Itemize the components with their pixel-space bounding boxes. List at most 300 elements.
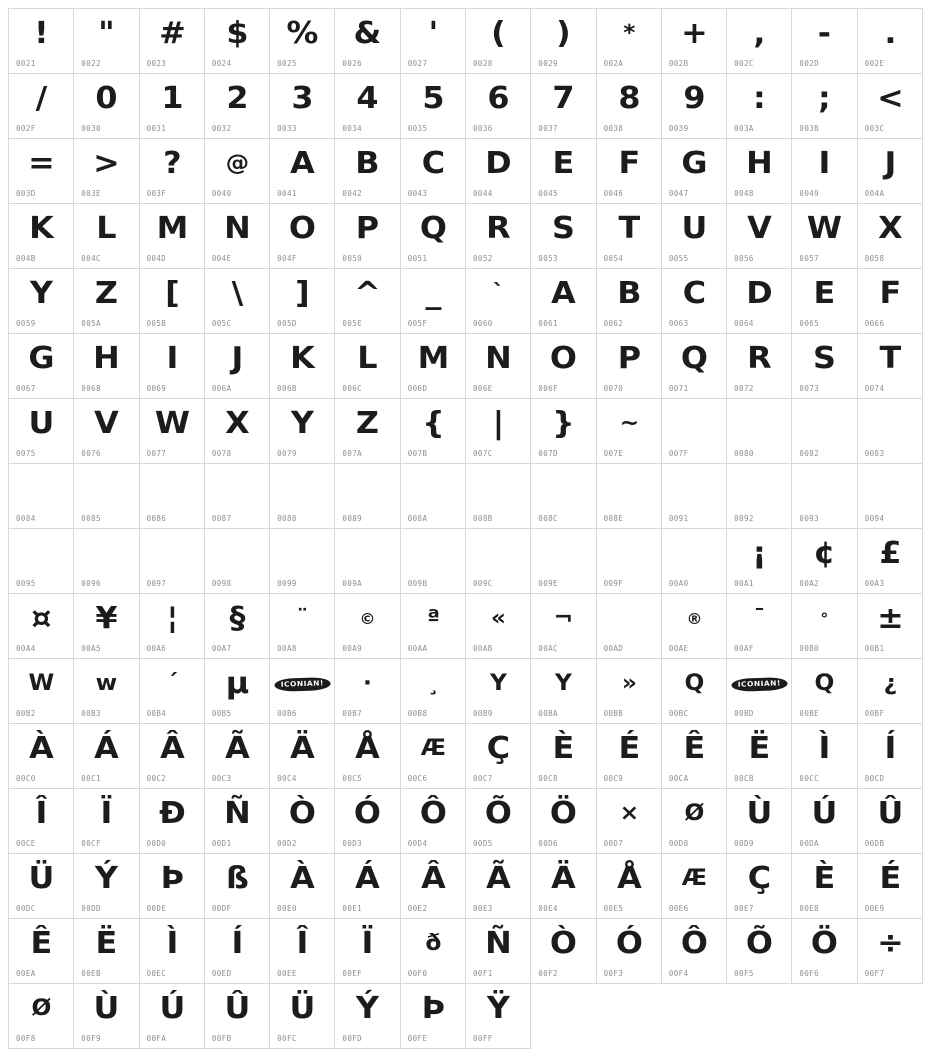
glyph-cell[interactable] (335, 919, 400, 984)
glyph-cell[interactable] (335, 74, 400, 139)
glyph-cell[interactable] (466, 399, 531, 464)
glyph-cell[interactable] (858, 399, 923, 464)
glyph-cell[interactable] (858, 919, 923, 984)
glyph-character: ? (162, 146, 181, 181)
glyph-character: W (154, 406, 189, 441)
glyph-character: Ý (356, 991, 379, 1026)
glyph-cell[interactable] (792, 74, 857, 139)
glyph-character: Ë (95, 926, 118, 961)
glyph-cell[interactable] (858, 529, 923, 594)
glyph-codepoint: 00EF (342, 969, 363, 978)
glyph-cell[interactable] (74, 464, 139, 529)
glyph-cell[interactable] (140, 9, 205, 74)
glyph-character: × (619, 801, 639, 826)
glyph-cell[interactable] (662, 204, 727, 269)
glyph-codepoint: 003A (734, 124, 754, 133)
glyph-cell[interactable] (401, 74, 466, 139)
glyph-cell[interactable] (270, 74, 335, 139)
glyph-cell[interactable] (9, 9, 74, 74)
glyph-character: Õ (484, 796, 512, 831)
glyph-cell[interactable] (9, 464, 74, 529)
glyph-cell[interactable] (597, 529, 662, 594)
glyph-cell[interactable] (662, 74, 727, 139)
glyph-character: Ì (166, 926, 178, 961)
glyph-cell[interactable] (140, 399, 205, 464)
glyph-cell[interactable] (9, 529, 74, 594)
glyph-cell[interactable] (531, 919, 596, 984)
glyph-cell[interactable] (466, 919, 531, 984)
glyph-cell[interactable] (270, 854, 335, 919)
glyph-cell[interactable] (74, 529, 139, 594)
glyph-character (597, 532, 662, 576)
glyph-cell[interactable] (335, 529, 400, 594)
glyph-cell[interactable] (205, 204, 270, 269)
glyph-cell[interactable] (858, 269, 923, 334)
glyph-cell[interactable] (74, 659, 139, 724)
glyph-cell[interactable] (335, 204, 400, 269)
glyph-character: G (681, 146, 707, 181)
glyph-cell[interactable] (401, 204, 466, 269)
glyph-cell[interactable] (466, 74, 531, 139)
glyph-character (662, 532, 727, 576)
glyph-codepoint: 009C (472, 579, 493, 588)
glyph-cell[interactable] (662, 9, 727, 74)
glyph-character: Î (296, 926, 308, 961)
glyph-character: Ü (289, 991, 315, 1026)
glyph-cell[interactable] (140, 724, 205, 789)
glyph-cell[interactable] (727, 919, 792, 984)
glyph-cell[interactable] (335, 789, 400, 854)
glyph-codepoint: 0088 (277, 514, 297, 523)
glyph-cell[interactable] (662, 464, 727, 529)
glyph-cell[interactable] (466, 464, 531, 529)
glyph-cell[interactable] (597, 269, 662, 334)
glyph-cell[interactable] (74, 334, 139, 399)
glyph-cell[interactable] (140, 919, 205, 984)
glyph-character: ' (428, 16, 438, 51)
glyph-cell[interactable] (9, 334, 74, 399)
glyph-cell[interactable] (74, 74, 139, 139)
glyph-cell[interactable] (792, 854, 857, 919)
glyph-cell[interactable] (401, 594, 466, 659)
glyph-cell[interactable] (401, 919, 466, 984)
glyph-cell[interactable] (597, 724, 662, 789)
glyph-cell[interactable] (662, 594, 727, 659)
glyph-character: D (485, 146, 512, 181)
glyph-cell[interactable] (597, 204, 662, 269)
glyph-cell[interactable] (727, 659, 792, 724)
glyph-cell[interactable] (140, 464, 205, 529)
glyph-cell[interactable] (205, 464, 270, 529)
glyph-character: L (357, 341, 378, 376)
glyph-cell[interactable] (792, 269, 857, 334)
glyph-cell[interactable] (9, 204, 74, 269)
glyph-cell[interactable] (466, 334, 531, 399)
glyph-cell[interactable] (466, 204, 531, 269)
glyph-codepoint: 00C7 (472, 774, 493, 783)
glyph-codepoint: 0037 (538, 124, 558, 133)
glyph-cell[interactable] (9, 724, 74, 789)
glyph-character: } (552, 406, 575, 441)
glyph-cell[interactable] (270, 919, 335, 984)
glyph-codepoint: 008C (538, 514, 558, 523)
glyph-codepoint: 00FF (472, 1034, 493, 1043)
glyph-cell[interactable] (858, 789, 923, 854)
glyph-cell[interactable] (597, 74, 662, 139)
glyph-cell[interactable] (727, 529, 792, 594)
glyph-cell[interactable] (531, 659, 596, 724)
glyph-cell[interactable] (205, 529, 270, 594)
glyph-character: ¨ (296, 606, 308, 631)
glyph-codepoint: 0077 (146, 449, 167, 458)
glyph-cell[interactable] (270, 139, 335, 204)
glyph-cell[interactable] (335, 854, 400, 919)
glyph-cell[interactable] (401, 269, 466, 334)
glyph-codepoint: 00D5 (472, 839, 493, 848)
glyph-cell[interactable] (74, 854, 139, 919)
glyph-codepoint: 00A3 (864, 579, 885, 588)
glyph-cell[interactable] (205, 919, 270, 984)
glyph-cell[interactable] (74, 9, 139, 74)
glyph-cell[interactable] (531, 334, 596, 399)
glyph-cell[interactable] (401, 464, 466, 529)
glyph-cell[interactable] (9, 74, 74, 139)
glyph-cell[interactable] (9, 789, 74, 854)
glyph-cell[interactable] (792, 529, 857, 594)
glyph-character: Ñ (485, 926, 512, 961)
glyph-character: C (682, 276, 706, 311)
glyph-cell[interactable] (858, 594, 923, 659)
glyph-cell[interactable] (466, 659, 531, 724)
glyph-cell[interactable] (270, 269, 335, 334)
glyph-character: B (616, 276, 641, 311)
glyph-cell[interactable] (531, 204, 596, 269)
glyph-cell[interactable] (531, 594, 596, 659)
glyph-cell[interactable] (858, 659, 923, 724)
glyph-cell[interactable] (140, 139, 205, 204)
glyph-character: Ö (550, 796, 577, 831)
glyph-cell[interactable] (858, 139, 923, 204)
glyph-cell[interactable] (140, 529, 205, 594)
glyph-cell[interactable] (531, 399, 596, 464)
glyph-codepoint: 00EA (16, 969, 36, 978)
glyph-character: N (485, 341, 512, 376)
glyph-cell[interactable] (662, 789, 727, 854)
glyph-cell[interactable] (531, 139, 596, 204)
iconian-badge-icon: ICONIAN! (274, 677, 330, 692)
glyph-character: Ë (748, 731, 770, 766)
glyph-cell[interactable] (205, 659, 270, 724)
glyph-character (597, 467, 662, 511)
glyph-cell[interactable] (597, 659, 662, 724)
glyph-cell[interactable] (140, 269, 205, 334)
glyph-cell[interactable] (401, 334, 466, 399)
glyph-cell[interactable] (74, 984, 139, 1049)
glyph-cell[interactable] (270, 724, 335, 789)
glyph-codepoint: 0060 (472, 319, 493, 328)
glyph-character: " (98, 16, 115, 51)
glyph-codepoint: 0046 (603, 189, 624, 198)
glyph-cell[interactable] (9, 854, 74, 919)
glyph-cell[interactable] (335, 464, 400, 529)
glyph-codepoint: 002D (799, 59, 820, 68)
glyph-cell[interactable] (531, 789, 596, 854)
glyph-codepoint: 00DE (146, 904, 167, 913)
glyph-cell[interactable] (531, 464, 596, 529)
glyph-codepoint: 004F (277, 254, 297, 263)
glyph-cell[interactable] (270, 529, 335, 594)
glyph-cell[interactable] (466, 789, 531, 854)
glyph-cell[interactable] (9, 269, 74, 334)
glyph-cell[interactable] (727, 399, 792, 464)
glyph-character: Û (877, 796, 903, 831)
glyph-cell[interactable] (140, 854, 205, 919)
glyph-codepoint: 007C (472, 449, 493, 458)
glyph-cell[interactable] (205, 334, 270, 399)
glyph-cell[interactable] (597, 9, 662, 74)
glyph-cell[interactable] (270, 334, 335, 399)
glyph-codepoint: 0056 (734, 254, 754, 263)
glyph-codepoint: 00DF (211, 904, 232, 913)
glyph-cell[interactable] (401, 529, 466, 594)
glyph-cell[interactable] (270, 464, 335, 529)
glyph-cell[interactable] (335, 9, 400, 74)
glyph-cell[interactable] (335, 334, 400, 399)
glyph-cell[interactable] (662, 529, 727, 594)
glyph-cell[interactable] (335, 269, 400, 334)
glyph-cell[interactable] (9, 984, 74, 1049)
glyph-cell[interactable] (727, 724, 792, 789)
glyph-cell[interactable] (401, 399, 466, 464)
glyph-cell[interactable] (597, 464, 662, 529)
glyph-cell[interactable] (466, 529, 531, 594)
glyph-character: Í (231, 926, 243, 961)
glyph-cell[interactable] (597, 919, 662, 984)
glyph-character: / (35, 81, 47, 116)
glyph-codepoint: 0071 (668, 384, 689, 393)
glyph-cell[interactable] (597, 594, 662, 659)
glyph-cell[interactable] (205, 724, 270, 789)
glyph-cell[interactable] (662, 139, 727, 204)
glyph-codepoint: 00D8 (668, 839, 689, 848)
glyph-codepoint: 006D (407, 384, 428, 393)
glyph-cell[interactable] (74, 204, 139, 269)
glyph-character: ¡ (752, 536, 767, 571)
glyph-cell[interactable] (270, 594, 335, 659)
glyph-codepoint: 008E (603, 514, 624, 523)
glyph-cell[interactable] (74, 269, 139, 334)
glyph-cell[interactable] (531, 854, 596, 919)
glyph-character: Å (355, 731, 380, 766)
glyph-cell[interactable] (74, 789, 139, 854)
glyph-character (74, 467, 139, 511)
glyph-cell[interactable] (270, 789, 335, 854)
glyph-cell[interactable] (401, 724, 466, 789)
glyph-character (401, 532, 466, 576)
glyph-character: Ê (683, 731, 705, 766)
glyph-cell[interactable] (205, 74, 270, 139)
glyph-cell[interactable] (401, 139, 466, 204)
glyph-codepoint: 00B8 (407, 709, 428, 718)
glyph-codepoint: 007E (603, 449, 624, 458)
glyph-cell[interactable] (727, 854, 792, 919)
glyph-cell[interactable] (401, 984, 466, 1049)
glyph-cell[interactable] (531, 269, 596, 334)
glyph-cell[interactable] (531, 724, 596, 789)
glyph-cell[interactable] (205, 594, 270, 659)
glyph-cell[interactable] (335, 984, 400, 1049)
glyph-cell[interactable] (466, 984, 531, 1049)
glyph-cell[interactable] (727, 204, 792, 269)
glyph-character: ¦ (166, 601, 178, 636)
glyph-cell[interactable] (140, 789, 205, 854)
glyph-cell[interactable] (858, 464, 923, 529)
glyph-cell[interactable] (335, 139, 400, 204)
glyph-cell[interactable] (140, 659, 205, 724)
glyph-cell[interactable] (74, 724, 139, 789)
glyph-codepoint: 00F9 (81, 1034, 101, 1043)
glyph-cell[interactable] (74, 594, 139, 659)
glyph-cell[interactable] (270, 984, 335, 1049)
glyph-cell[interactable] (466, 269, 531, 334)
glyph-cell[interactable] (597, 399, 662, 464)
glyph-cell[interactable] (401, 789, 466, 854)
glyph-cell[interactable] (858, 724, 923, 789)
glyph-cell[interactable] (727, 9, 792, 74)
glyph-cell[interactable] (662, 919, 727, 984)
glyph-character: R (486, 211, 511, 246)
glyph-cell[interactable] (466, 139, 531, 204)
glyph-cell[interactable] (792, 9, 857, 74)
glyph-codepoint: 0058 (864, 254, 885, 263)
glyph-codepoint: 00AF (734, 644, 754, 653)
glyph-cell[interactable] (401, 854, 466, 919)
glyph-cell[interactable] (597, 139, 662, 204)
glyph-codepoint: 0028 (472, 59, 493, 68)
glyph-cell[interactable] (140, 334, 205, 399)
glyph-cell[interactable] (205, 399, 270, 464)
glyph-cell[interactable] (597, 334, 662, 399)
glyph-cell[interactable] (727, 464, 792, 529)
glyph-cell[interactable] (792, 789, 857, 854)
glyph-cell[interactable] (401, 9, 466, 74)
glyph-cell[interactable] (597, 854, 662, 919)
glyph-cell[interactable] (858, 854, 923, 919)
glyph-cell[interactable] (727, 334, 792, 399)
glyph-cell[interactable] (792, 204, 857, 269)
glyph-codepoint: 0052 (472, 254, 493, 263)
glyph-codepoint: 0084 (16, 514, 36, 523)
glyph-cell[interactable] (74, 399, 139, 464)
glyph-codepoint: 00E4 (538, 904, 558, 913)
glyph-cell[interactable] (466, 594, 531, 659)
glyph-codepoint: 00D9 (734, 839, 754, 848)
glyph-cell[interactable] (140, 74, 205, 139)
glyph-cell[interactable] (662, 659, 727, 724)
glyph-cell[interactable] (792, 919, 857, 984)
glyph-cell[interactable] (74, 919, 139, 984)
glyph-character: 8 (617, 81, 640, 116)
glyph-cell[interactable] (335, 594, 400, 659)
glyph-cell[interactable] (858, 9, 923, 74)
glyph-cell[interactable] (727, 139, 792, 204)
glyph-cell[interactable] (205, 139, 270, 204)
glyph-cell[interactable] (858, 334, 923, 399)
glyph-cell[interactable] (140, 204, 205, 269)
glyph-cell[interactable] (9, 399, 74, 464)
glyph-cell[interactable] (531, 529, 596, 594)
glyph-cell[interactable] (9, 919, 74, 984)
glyph-cell[interactable] (9, 659, 74, 724)
glyph-character (9, 467, 74, 511)
glyph-codepoint: 00B6 (277, 709, 297, 718)
glyph-cell[interactable] (140, 984, 205, 1049)
glyph-cell[interactable] (270, 9, 335, 74)
glyph-cell[interactable] (9, 139, 74, 204)
glyph-cell[interactable] (792, 399, 857, 464)
glyph-character: B (355, 146, 380, 181)
glyph-codepoint: 0094 (864, 514, 885, 523)
glyph-cell[interactable] (727, 269, 792, 334)
glyph-character: $ (226, 16, 248, 51)
glyph-cell[interactable] (401, 659, 466, 724)
glyph-cell[interactable] (335, 399, 400, 464)
glyph-cell[interactable] (205, 269, 270, 334)
glyph-cell[interactable] (466, 854, 531, 919)
glyph-cell[interactable] (792, 724, 857, 789)
glyph-character (858, 402, 923, 446)
glyph-cell[interactable] (792, 594, 857, 659)
glyph-cell[interactable] (792, 334, 857, 399)
glyph-cell[interactable] (205, 9, 270, 74)
glyph-cell[interactable] (727, 74, 792, 139)
glyph-cell[interactable] (858, 204, 923, 269)
glyph-cell[interactable] (662, 269, 727, 334)
glyph-character: Q (680, 341, 708, 376)
glyph-cell[interactable] (205, 789, 270, 854)
glyph-cell[interactable] (662, 334, 727, 399)
glyph-cell[interactable] (662, 854, 727, 919)
glyph-cell[interactable] (335, 659, 400, 724)
glyph-cell[interactable] (335, 724, 400, 789)
glyph-cell[interactable] (597, 789, 662, 854)
glyph-cell[interactable] (74, 139, 139, 204)
glyph-cell[interactable] (531, 9, 596, 74)
glyph-cell[interactable] (466, 9, 531, 74)
glyph-cell[interactable] (9, 594, 74, 659)
glyph-cell[interactable] (466, 724, 531, 789)
glyph-cell[interactable] (662, 399, 727, 464)
glyph-cell[interactable] (531, 74, 596, 139)
glyph-cell[interactable] (792, 659, 857, 724)
glyph-cell[interactable] (205, 984, 270, 1049)
glyph-codepoint: 00C9 (603, 774, 624, 783)
glyph-cell[interactable] (727, 594, 792, 659)
glyph-cell[interactable] (792, 139, 857, 204)
glyph-cell[interactable] (270, 399, 335, 464)
glyph-cell[interactable] (662, 724, 727, 789)
glyph-cell[interactable] (792, 464, 857, 529)
glyph-cell[interactable] (858, 74, 923, 139)
glyph-cell[interactable] (270, 204, 335, 269)
glyph-cell[interactable] (727, 789, 792, 854)
glyph-character: W (807, 211, 842, 246)
glyph-codepoint: 00F7 (864, 969, 885, 978)
glyph-character: Þ (421, 991, 445, 1026)
glyph-cell[interactable] (270, 659, 335, 724)
glyph-cell[interactable] (140, 594, 205, 659)
glyph-cell[interactable] (205, 854, 270, 919)
